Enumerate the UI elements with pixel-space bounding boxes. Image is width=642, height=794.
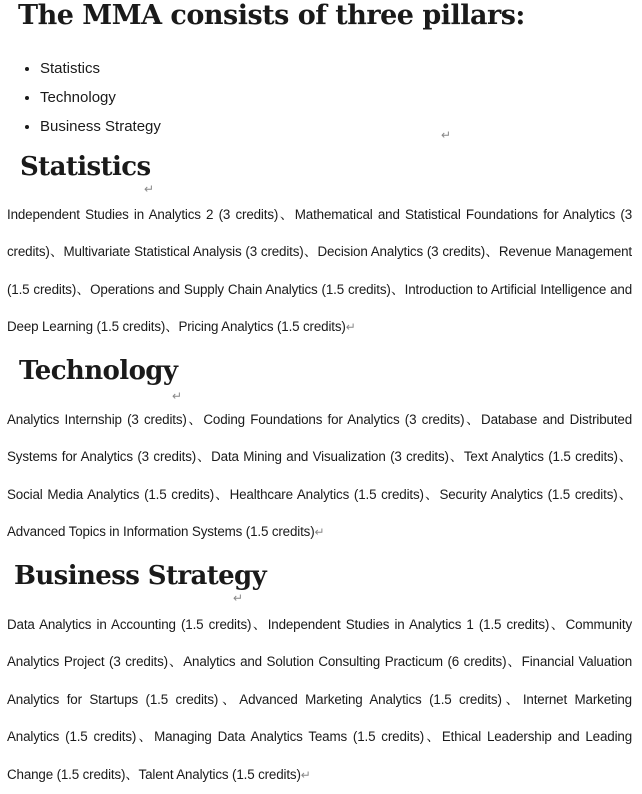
section-title-technology: Technology [19, 356, 178, 386]
return-mark-icon: ↵ [300, 767, 311, 782]
section-title-business-strategy: Business Strategy [14, 561, 267, 591]
return-mark-icon: ↵ [345, 320, 356, 335]
section-title-statistics: Statistics [20, 152, 151, 182]
list-item: • Statistics [40, 54, 161, 83]
section-body-statistics [7, 196, 632, 347]
course-list: Independent Studies in Analytics 2 (3 credits)、Mathematical and Statistical Foundations for Analytics (3 credits)、Multivariate Statistical Analysis (3 credits)、Decision Analytics (3 credits)、Revenue Management (1.5 credits)、Operations and Supply Chain Analytics (1.5 credits)、Introduction to Artificial Intelligence and Deep Learning (1.5 credits)、Pricing Analytics (1.5 credits) [7, 207, 632, 335]
return-mark-icon: ↵ [172, 389, 183, 403]
page-title: The MMA consists of three pillars: [18, 0, 525, 31]
course-list: Analytics Internship (3 credits)、Coding Foundations for Analytics (3 credits)、Database and Distributed Systems for Analytics (3 credits)、Data Mining and Visualization (3 credits)、Text Analytics (1.5 credits)、Social Media Analytics (1.5 credits)、Healthcare Analytics (1.5 credits)、Security Analytics (1.5 credits)、Advanced Topics in Information Systems (1.5 credits) [7, 412, 632, 540]
section-body-business-strategy [7, 606, 632, 794]
course-list: Data Analytics in Accounting (1.5 credits)、Independent Studies in Analytics 1 (1.5 credits)、Community Analytics Project (3 credits)、Analytics and Solution Consulting Practicum (6 credits)、Financial Valuation Analytics for Startups (1.5 credits)、Advanced Marketing Analytics (1.5 credits)、Internet Marketing Analytics (1.5 credits)、Managing Data Analytics Teams (1.5 credits)、Ethical Leadership and Leading Change (1.5 credits)、Talent Analytics (1.5 credits) [7, 617, 632, 782]
return-mark-icon: ↵ [233, 591, 244, 605]
return-mark-icon: ↵ [314, 525, 325, 540]
return-mark-icon: ↵ [144, 182, 155, 196]
pillars-list [0, 54, 161, 141]
section-body-technology [7, 401, 632, 552]
list-item: • Technology [40, 83, 161, 112]
list-item: • Business Strategy [40, 112, 161, 141]
return-mark-icon: ↵ [441, 128, 452, 142]
